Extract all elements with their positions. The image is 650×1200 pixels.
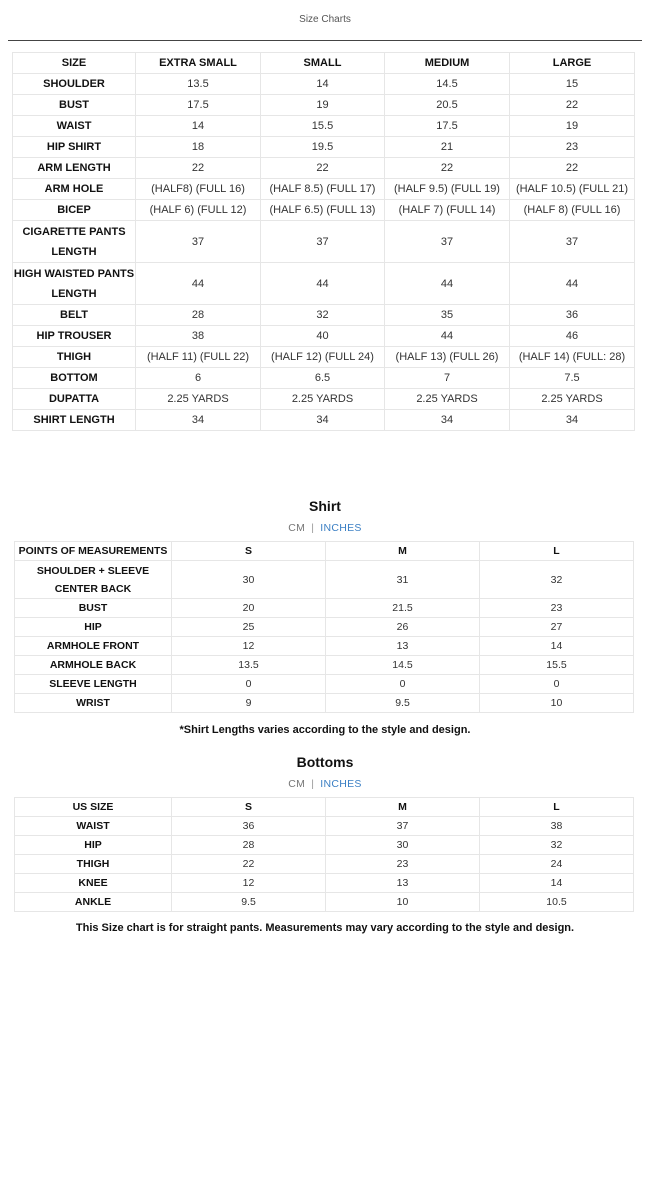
shirt-row-label: SLEEVE LENGTH [15,675,172,694]
shirt-row-label: SHOULDER + SLEEVE CENTER BACK [15,561,172,599]
size-chart-table [12,52,635,431]
shirt-header-cell: M [326,542,480,561]
bottoms-row-label: HIP [15,836,172,855]
size-chart-value-cell: (HALF 10.5) (FULL 21) [510,179,635,200]
size-chart-row [13,95,635,116]
bottoms-unit-cm[interactable]: CM [288,778,306,790]
bottoms-value-cell: 10 [326,893,480,912]
bottoms-value-cell: 24 [480,855,634,874]
size-chart-value-cell: (HALF 11) (FULL 22) [136,347,261,368]
size-chart-row [13,137,635,158]
shirt-value-cell: 14 [480,637,634,656]
size-chart-value-cell: 14 [136,116,261,137]
size-chart-value-cell: 34 [385,410,510,431]
size-chart-row-label: SHIRT LENGTH [13,410,136,431]
size-chart-row [13,74,635,95]
shirt-unit-separator: | [311,522,315,534]
size-chart-value-cell: (HALF 6.5) (FULL 13) [261,200,385,221]
size-chart-row-label: CIGARETTE PANTS LENGTH [13,221,136,263]
bottoms-row [15,817,634,836]
size-chart-value-cell: (HALF 14) (FULL: 28) [510,347,635,368]
shirt-header-row [15,542,634,561]
shirt-value-cell: 0 [172,675,326,694]
shirt-header-cell: L [480,542,634,561]
bottoms-header-cell: M [326,798,480,817]
size-chart-value-cell: 44 [261,263,385,305]
size-chart-value-cell: (HALF 7) (FULL 14) [385,200,510,221]
size-chart-value-cell: 2.25 YARDS [261,389,385,410]
shirt-row-label: HIP [15,618,172,637]
bottoms-unit-toggle [0,778,650,790]
size-chart-value-cell: 23 [510,137,635,158]
shirt-measurements-table [14,541,634,713]
size-chart-value-cell: 37 [510,221,635,263]
shirt-value-cell: 23 [480,599,634,618]
size-chart-value-cell: 34 [136,410,261,431]
shirt-table-body [15,542,634,713]
size-chart-value-cell: 37 [136,221,261,263]
bottoms-row [15,874,634,893]
bottoms-value-cell: 13 [326,874,480,893]
shirt-value-cell: 0 [480,675,634,694]
size-chart-value-cell: 15 [510,74,635,95]
size-chart-row-label: ARM LENGTH [13,158,136,179]
shirt-value-cell: 14.5 [326,656,480,675]
size-chart-row-label: THIGH [13,347,136,368]
bottoms-value-cell: 36 [172,817,326,836]
size-chart-value-cell: 46 [510,326,635,347]
size-chart-value-cell: (HALF 8.5) (FULL 17) [261,179,385,200]
shirt-row-label: ARMHOLE FRONT [15,637,172,656]
size-chart-value-cell: 7.5 [510,368,635,389]
shirt-value-cell: 26 [326,618,480,637]
shirt-row [15,675,634,694]
shirt-value-cell: 13 [326,637,480,656]
bottoms-value-cell: 37 [326,817,480,836]
size-chart-value-cell: (HALF 13) (FULL 26) [385,347,510,368]
size-chart-header-cell: SIZE [13,53,136,74]
size-chart-value-cell: 21 [385,137,510,158]
shirt-value-cell: 30 [172,561,326,599]
shirt-value-cell: 10 [480,694,634,713]
size-chart-value-cell: 20.5 [385,95,510,116]
size-chart-row [13,200,635,221]
size-chart-value-cell: 7 [385,368,510,389]
bottoms-header-cell: S [172,798,326,817]
size-chart-value-cell: 28 [136,305,261,326]
bottoms-value-cell: 30 [326,836,480,855]
bottoms-value-cell: 12 [172,874,326,893]
size-chart-row-label: BICEP [13,200,136,221]
size-chart-row-label: HIP SHIRT [13,137,136,158]
size-chart-value-cell: 22 [385,158,510,179]
size-chart-value-cell: 44 [385,326,510,347]
shirt-row-label: ARMHOLE BACK [15,656,172,675]
size-chart-value-cell: 34 [510,410,635,431]
shirt-value-cell: 15.5 [480,656,634,675]
size-chart-value-cell: 37 [385,221,510,263]
size-chart-value-cell: 6 [136,368,261,389]
size-chart-value-cell: 13.5 [136,74,261,95]
shirt-row [15,618,634,637]
size-chart-value-cell: 14 [261,74,385,95]
size-chart-value-cell: (HALF 8) (FULL 16) [510,200,635,221]
size-chart-value-cell: 44 [136,263,261,305]
size-chart-value-cell: (HALF 12) (FULL 24) [261,347,385,368]
size-chart-value-cell: 17.5 [385,116,510,137]
size-chart-row-label: ARM HOLE [13,179,136,200]
shirt-value-cell: 20 [172,599,326,618]
bottoms-header-cell: US SIZE [15,798,172,817]
shirt-unit-cm[interactable]: CM [288,522,306,534]
shirt-row-label: WRIST [15,694,172,713]
shirt-header-cell: POINTS OF MEASUREMENTS [15,542,172,561]
bottoms-row-label: ANKLE [15,893,172,912]
page-title: Size Charts [299,14,351,25]
shirt-row [15,656,634,675]
size-chart-row-label: BELT [13,305,136,326]
bottoms-unit-inches[interactable]: INCHES [320,778,362,790]
size-chart-row-label: BOTTOM [13,368,136,389]
size-chart-value-cell: 22 [136,158,261,179]
size-chart-value-cell: 22 [261,158,385,179]
size-chart-header-cell: EXTRA SMALL [136,53,261,74]
bottoms-measurements-table [14,797,634,912]
size-chart-row [13,116,635,137]
size-chart-value-cell: 2.25 YARDS [136,389,261,410]
bottoms-value-cell: 14 [480,874,634,893]
shirt-value-cell: 27 [480,618,634,637]
bottoms-row [15,836,634,855]
size-chart-value-cell: 2.25 YARDS [510,389,635,410]
size-chart-value-cell: 37 [261,221,385,263]
size-chart-row [13,347,635,368]
size-chart-row [13,389,635,410]
size-chart-value-cell: 22 [510,95,635,116]
size-chart-value-cell: 44 [385,263,510,305]
bottoms-value-cell: 10.5 [480,893,634,912]
bottoms-row [15,893,634,912]
shirt-value-cell: 13.5 [172,656,326,675]
shirt-unit-inches[interactable]: INCHES [320,522,362,534]
size-chart-row-label: WAIST [13,116,136,137]
size-chart-header-cell: SMALL [261,53,385,74]
shirt-value-cell: 32 [480,561,634,599]
bottoms-row-label: THIGH [15,855,172,874]
bottoms-value-cell: 32 [480,836,634,855]
shirt-value-cell: 9.5 [326,694,480,713]
bottoms-value-cell: 38 [480,817,634,836]
bottoms-row-label: WAIST [15,817,172,836]
size-chart-value-cell: 15.5 [261,116,385,137]
size-chart-value-cell: 38 [136,326,261,347]
bottoms-unit-separator: | [311,778,315,790]
size-chart-row [13,263,635,305]
size-chart-row [13,368,635,389]
size-chart-value-cell: 18 [136,137,261,158]
size-chart-value-cell: 44 [510,263,635,305]
bottoms-value-cell: 28 [172,836,326,855]
shirt-title: Shirt [309,498,341,514]
size-chart-value-cell: 19.5 [261,137,385,158]
size-chart-row [13,221,635,263]
size-chart-row-label: BUST [13,95,136,116]
bottoms-title: Bottoms [296,754,354,770]
size-chart-value-cell: 22 [510,158,635,179]
size-chart-value-cell: (HALF 6) (FULL 12) [136,200,261,221]
bottoms-row-label: KNEE [15,874,172,893]
bottoms-value-cell: 23 [326,855,480,874]
shirt-note: *Shirt Lengths varies according to the style and design. [179,724,471,736]
size-chart-value-cell: 40 [261,326,385,347]
shirt-value-cell: 12 [172,637,326,656]
bottoms-note: This Size chart is for straight pants. Measurements may vary according to the style and design. [75,922,575,934]
bottoms-row [15,855,634,874]
size-chart-body [13,53,635,431]
size-chart-row [13,179,635,200]
size-chart-row-label: HIP TROUSER [13,326,136,347]
bottoms-value-cell: 9.5 [172,893,326,912]
shirt-value-cell: 9 [172,694,326,713]
size-chart-value-cell: 35 [385,305,510,326]
size-chart-value-cell: 14.5 [385,74,510,95]
size-chart-value-cell: 36 [510,305,635,326]
size-chart-value-cell: 19 [261,95,385,116]
header-divider [8,40,642,41]
size-chart-value-cell: 6.5 [261,368,385,389]
bottoms-header-cell: L [480,798,634,817]
shirt-unit-toggle [0,522,650,534]
bottoms-value-cell: 22 [172,855,326,874]
size-chart-row-label: SHOULDER [13,74,136,95]
size-chart-row [13,305,635,326]
size-chart-header-row [13,53,635,74]
shirt-value-cell: 25 [172,618,326,637]
shirt-row-label: BUST [15,599,172,618]
shirt-value-cell: 0 [326,675,480,694]
shirt-row [15,694,634,713]
size-chart-row-label: DUPATTA [13,389,136,410]
size-chart-value-cell: 19 [510,116,635,137]
size-chart-value-cell: 32 [261,305,385,326]
bottoms-header-row [15,798,634,817]
shirt-row [15,561,634,599]
size-chart-header-cell: LARGE [510,53,635,74]
size-chart-row [13,326,635,347]
shirt-row [15,599,634,618]
size-chart-value-cell: (HALF 9.5) (FULL 19) [385,179,510,200]
size-chart-row [13,410,635,431]
size-chart-header-cell: MEDIUM [385,53,510,74]
size-chart-row-label: HIGH WAISTED PANTS LENGTH [13,263,136,305]
shirt-value-cell: 21.5 [326,599,480,618]
shirt-value-cell: 31 [326,561,480,599]
size-chart-value-cell: 17.5 [136,95,261,116]
shirt-row [15,637,634,656]
shirt-header-cell: S [172,542,326,561]
bottoms-table-body [15,798,634,912]
size-chart-value-cell: 34 [261,410,385,431]
size-chart-row [13,158,635,179]
size-chart-value-cell: (HALF8) (FULL 16) [136,179,261,200]
size-chart-value-cell: 2.25 YARDS [385,389,510,410]
